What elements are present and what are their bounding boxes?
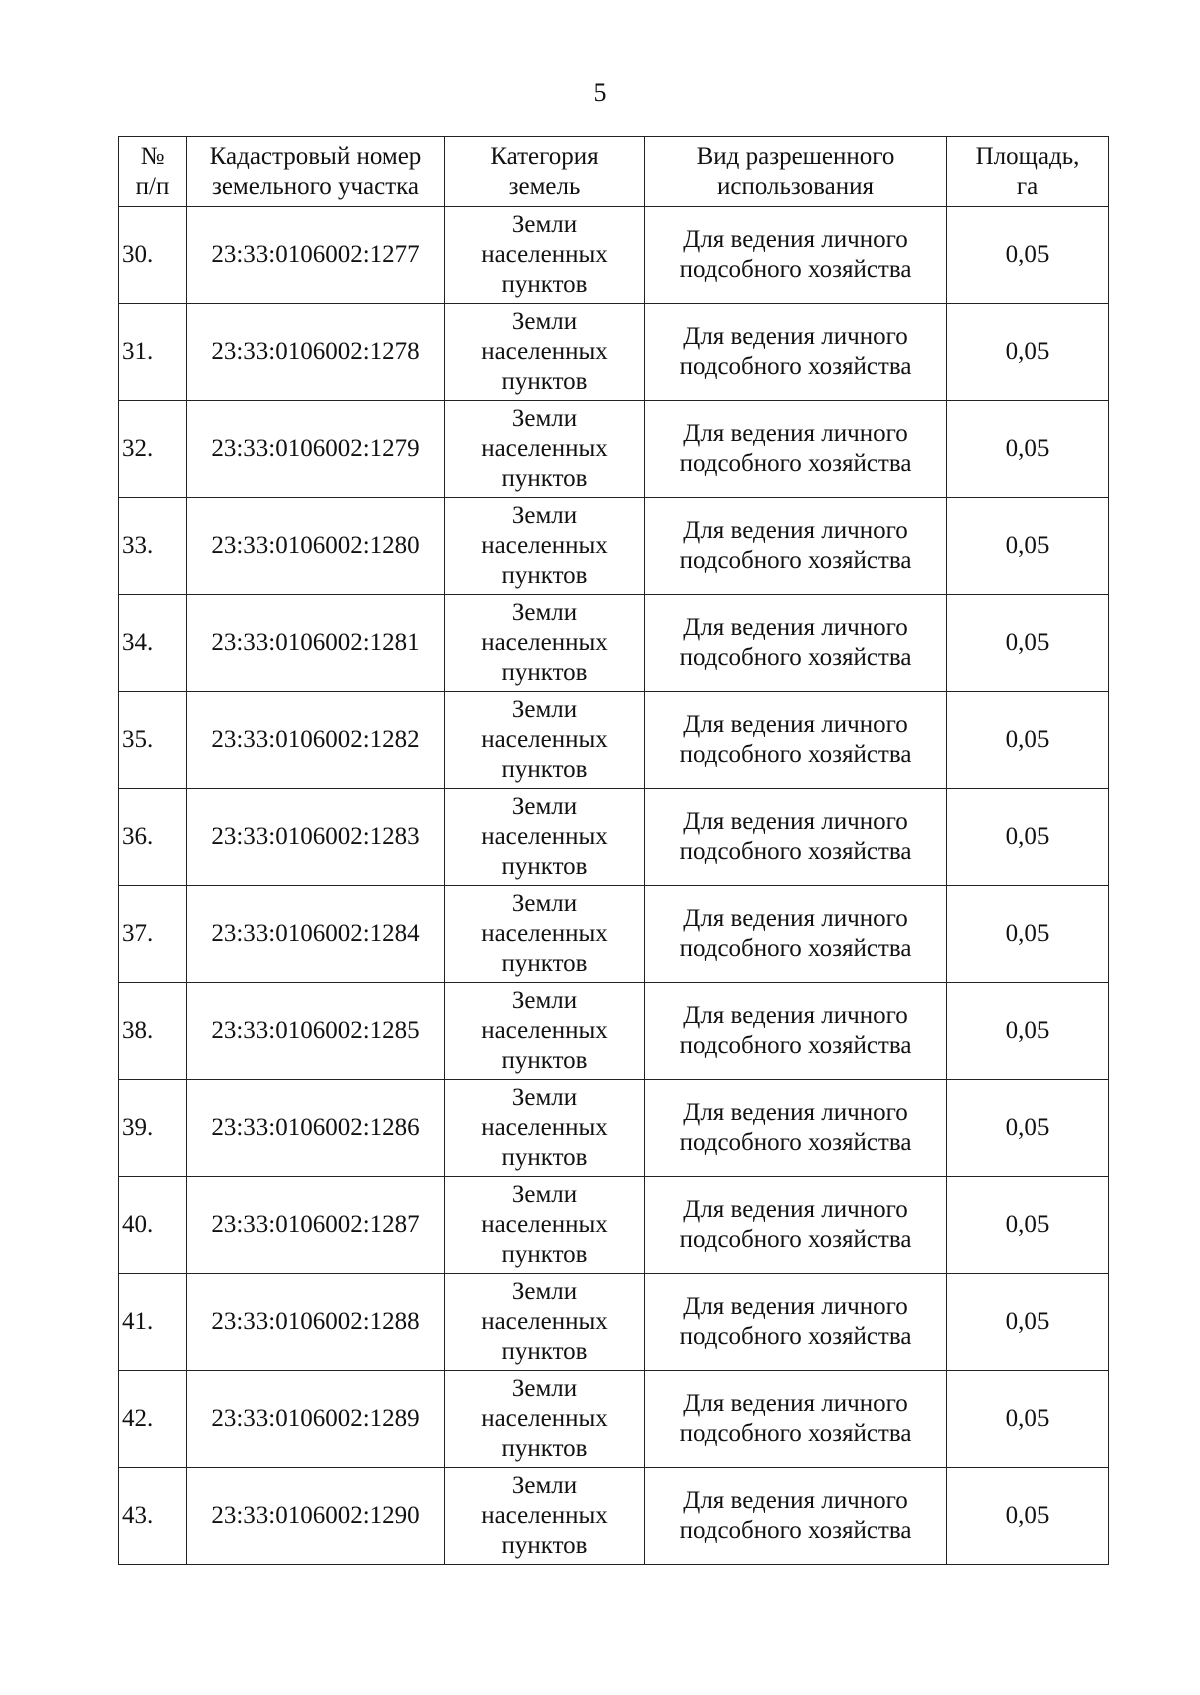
header-area-line2: га	[1016, 172, 1039, 200]
land-category-line3: пунктов	[501, 368, 588, 395]
land-category	[445, 1177, 645, 1274]
permitted-use	[645, 692, 947, 789]
land-category-line2: населенных	[481, 823, 608, 850]
header-cadastral-line2: земельного участка	[211, 172, 420, 200]
land-category-line3: пунктов	[501, 1532, 588, 1559]
cadastral-number: 23:33:0106002:1286	[187, 1080, 445, 1177]
permitted-use-line1: Для ведения личного	[683, 614, 908, 641]
permitted-use	[645, 401, 947, 498]
row-number: 43.	[119, 1468, 187, 1565]
permitted-use-line2: подсобного хозяйства	[679, 450, 912, 477]
permitted-use	[645, 1080, 947, 1177]
header-number	[119, 137, 187, 207]
table-row	[119, 1468, 1109, 1565]
permitted-use-line1: Для ведения личного	[683, 1099, 908, 1126]
permitted-use-line1: Для ведения личного	[683, 517, 908, 544]
permitted-use	[645, 983, 947, 1080]
table-row	[119, 1177, 1109, 1274]
land-category-line2: населенных	[481, 532, 608, 559]
area-ha: 0,05	[947, 1371, 1109, 1468]
permitted-use-line1: Для ведения личного	[683, 1002, 908, 1029]
land-category-line2: населенных	[481, 726, 608, 753]
area-ha: 0,05	[947, 1274, 1109, 1371]
cadastral-number: 23:33:0106002:1278	[187, 304, 445, 401]
permitted-use	[645, 595, 947, 692]
area-ha: 0,05	[947, 1080, 1109, 1177]
row-number: 33.	[119, 498, 187, 595]
table-row	[119, 1371, 1109, 1468]
area-ha: 0,05	[947, 595, 1109, 692]
row-number: 38.	[119, 983, 187, 1080]
permitted-use-line2: подсобного хозяйства	[679, 1323, 912, 1350]
permitted-use-line1: Для ведения личного	[683, 1293, 908, 1320]
permitted-use-line2: подсобного хозяйства	[679, 256, 912, 283]
permitted-use	[645, 789, 947, 886]
land-category-line2: населенных	[481, 1017, 608, 1044]
land-category-line3: пунктов	[501, 1435, 588, 1462]
land-category	[445, 692, 645, 789]
land-category-line2: населенных	[481, 1308, 608, 1335]
permitted-use-line2: подсобного хозяйства	[679, 838, 912, 865]
cadastral-number: 23:33:0106002:1280	[187, 498, 445, 595]
area-ha: 0,05	[947, 692, 1109, 789]
land-category-line1: Земли	[511, 1472, 578, 1499]
row-number: 32.	[119, 401, 187, 498]
header-number-line2: п/п	[135, 172, 170, 200]
land-category-line2: населенных	[481, 241, 608, 268]
table-row	[119, 1080, 1109, 1177]
land-category-line1: Земли	[511, 502, 578, 529]
land-category-line2: населенных	[481, 629, 608, 656]
header-use-line2: использования	[717, 172, 874, 200]
land-category-line1: Земли	[511, 793, 578, 820]
land-category	[445, 1371, 645, 1468]
cadastral-number: 23:33:0106002:1279	[187, 401, 445, 498]
permitted-use	[645, 207, 947, 304]
area-ha: 0,05	[947, 1177, 1109, 1274]
row-number: 34.	[119, 595, 187, 692]
header-use-line1: Вид разрешенного	[696, 142, 895, 170]
cadastral-number: 23:33:0106002:1281	[187, 595, 445, 692]
land-category	[445, 1274, 645, 1371]
land-category	[445, 886, 645, 983]
permitted-use-line2: подсобного хозяйства	[679, 1129, 912, 1156]
land-category-line1: Земли	[511, 599, 578, 626]
permitted-use	[645, 304, 947, 401]
table-header-row	[119, 137, 1109, 207]
land-category	[445, 1468, 645, 1565]
area-ha: 0,05	[947, 983, 1109, 1080]
land-category-line1: Земли	[511, 1181, 578, 1208]
area-ha: 0,05	[947, 207, 1109, 304]
permitted-use-line1: Для ведения личного	[683, 711, 908, 738]
row-number: 42.	[119, 1371, 187, 1468]
row-number: 31.	[119, 304, 187, 401]
land-category-line2: населенных	[481, 920, 608, 947]
permitted-use-line1: Для ведения личного	[683, 1196, 908, 1223]
cadastral-number: 23:33:0106002:1283	[187, 789, 445, 886]
header-cadastral-line1: Кадастровый номер	[209, 142, 422, 170]
table-row	[119, 1274, 1109, 1371]
land-category	[445, 789, 645, 886]
land-category-line3: пунктов	[501, 659, 588, 686]
header-area	[947, 137, 1109, 207]
cadastral-number: 23:33:0106002:1288	[187, 1274, 445, 1371]
permitted-use-line2: подсобного хозяйства	[679, 1420, 912, 1447]
permitted-use	[645, 498, 947, 595]
area-ha: 0,05	[947, 401, 1109, 498]
land-category	[445, 304, 645, 401]
permitted-use-line2: подсобного хозяйства	[679, 1032, 912, 1059]
permitted-use-line2: подсобного хозяйства	[679, 1517, 912, 1544]
table-row	[119, 983, 1109, 1080]
row-number: 37.	[119, 886, 187, 983]
permitted-use-line1: Для ведения личного	[683, 420, 908, 447]
permitted-use-line1: Для ведения личного	[683, 226, 908, 253]
permitted-use-line1: Для ведения личного	[683, 905, 908, 932]
land-category-line2: населенных	[481, 1502, 608, 1529]
cadastral-number: 23:33:0106002:1285	[187, 983, 445, 1080]
land-category-line2: населенных	[481, 338, 608, 365]
table-row	[119, 789, 1109, 886]
land-category-line1: Земли	[511, 405, 578, 432]
land-category-line1: Земли	[511, 987, 578, 1014]
land-category-line2: населенных	[481, 435, 608, 462]
row-number: 40.	[119, 1177, 187, 1274]
area-ha: 0,05	[947, 498, 1109, 595]
table-row	[119, 207, 1109, 304]
land-category-line1: Земли	[511, 211, 578, 238]
land-category-line3: пунктов	[501, 756, 588, 783]
permitted-use	[645, 1371, 947, 1468]
row-number: 39.	[119, 1080, 187, 1177]
table-row	[119, 692, 1109, 789]
land-category-line2: населенных	[481, 1405, 608, 1432]
cadastral-number: 23:33:0106002:1282	[187, 692, 445, 789]
permitted-use-line1: Для ведения личного	[683, 808, 908, 835]
row-number: 35.	[119, 692, 187, 789]
land-category-line2: населенных	[481, 1211, 608, 1238]
land-category-line3: пунктов	[501, 1144, 588, 1171]
permitted-use-line1: Для ведения личного	[683, 1487, 908, 1514]
area-ha: 0,05	[947, 789, 1109, 886]
header-use	[645, 137, 947, 207]
land-category-line1: Земли	[511, 696, 578, 723]
area-ha: 0,05	[947, 304, 1109, 401]
permitted-use-line1: Для ведения личного	[683, 323, 908, 350]
cadastral-number: 23:33:0106002:1290	[187, 1468, 445, 1565]
permitted-use	[645, 1177, 947, 1274]
cadastral-number: 23:33:0106002:1287	[187, 1177, 445, 1274]
land-category-line3: пунктов	[501, 853, 588, 880]
permitted-use-line2: подсобного хозяйства	[679, 741, 912, 768]
row-number: 41.	[119, 1274, 187, 1371]
land-category-line3: пунктов	[501, 950, 588, 977]
permitted-use-line2: подсобного хозяйства	[679, 1226, 912, 1253]
header-area-line1: Площадь,	[975, 142, 1080, 170]
land-category	[445, 207, 645, 304]
area-ha: 0,05	[947, 1468, 1109, 1565]
land-category	[445, 1080, 645, 1177]
land-category-line3: пунктов	[501, 1241, 588, 1268]
row-number: 36.	[119, 789, 187, 886]
land-category-line1: Земли	[511, 890, 578, 917]
cadastral-number: 23:33:0106002:1284	[187, 886, 445, 983]
permitted-use-line2: подсобного хозяйства	[679, 353, 912, 380]
land-category	[445, 983, 645, 1080]
header-category	[445, 137, 645, 207]
land-category-line3: пунктов	[501, 1338, 588, 1365]
header-category-line2: земель	[508, 172, 581, 200]
land-category-line3: пунктов	[501, 1047, 588, 1074]
land-category	[445, 595, 645, 692]
table-row	[119, 595, 1109, 692]
permitted-use	[645, 1468, 947, 1565]
land-category-line1: Земли	[511, 308, 578, 335]
land-category-line3: пунктов	[501, 271, 588, 298]
permitted-use-line2: подсобного хозяйства	[679, 547, 912, 574]
row-number: 30.	[119, 207, 187, 304]
land-category-line1: Земли	[511, 1375, 578, 1402]
table-row	[119, 401, 1109, 498]
table-row	[119, 498, 1109, 595]
permitted-use	[645, 1274, 947, 1371]
cadastral-number: 23:33:0106002:1277	[187, 207, 445, 304]
permitted-use-line1: Для ведения личного	[683, 1390, 908, 1417]
header-category-line1: Категория	[490, 142, 599, 170]
land-category-line1: Земли	[511, 1084, 578, 1111]
land-category	[445, 498, 645, 595]
land-category-line3: пунктов	[501, 562, 588, 589]
land-plots-table	[118, 136, 1109, 1565]
permitted-use	[645, 886, 947, 983]
table-body	[119, 207, 1109, 1565]
cadastral-number: 23:33:0106002:1289	[187, 1371, 445, 1468]
land-category	[445, 401, 645, 498]
header-number-line1: №	[140, 142, 165, 170]
permitted-use-line2: подсобного хозяйства	[679, 644, 912, 671]
page-number: 5	[593, 78, 607, 107]
land-category-line2: населенных	[481, 1114, 608, 1141]
land-category-line1: Земли	[511, 1278, 578, 1305]
permitted-use-line2: подсобного хозяйства	[679, 935, 912, 962]
table-row	[119, 304, 1109, 401]
header-cadastral	[187, 137, 445, 207]
land-category-line3: пунктов	[501, 465, 588, 492]
area-ha: 0,05	[947, 886, 1109, 983]
table-row	[119, 886, 1109, 983]
